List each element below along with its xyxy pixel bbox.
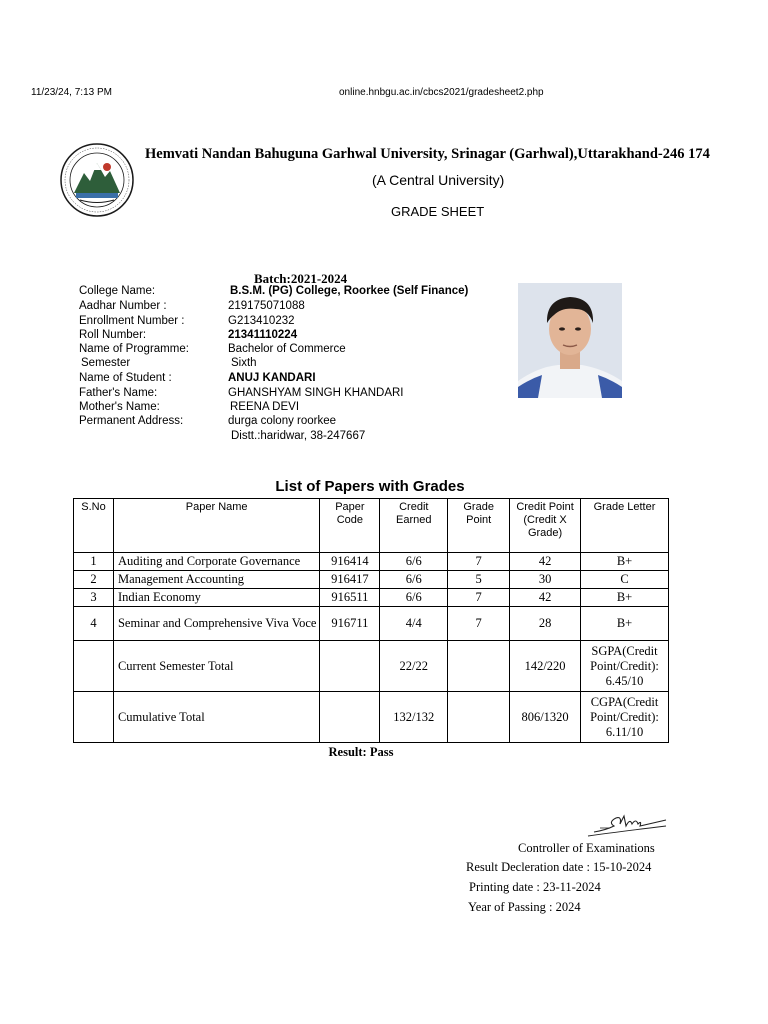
cell-credit-point: 42 <box>510 589 581 607</box>
printing-date: Printing date : 23-11-2024 <box>469 880 601 894</box>
column-header-credit-earned: Credit Earned <box>380 499 448 553</box>
papers-title: List of Papers with Grades <box>275 478 465 495</box>
cell-credit-point: 28 <box>510 607 581 641</box>
cell-paper-name: Auditing and Corporate Governance <box>113 553 319 571</box>
info-label: College Name: <box>79 285 156 297</box>
info-label: Permanent Address: <box>79 415 184 427</box>
cell-grade-letter: B+ <box>581 589 669 607</box>
cell-grade-letter: B+ <box>581 607 669 641</box>
controller-signature <box>586 810 668 840</box>
info-label: Roll Number: <box>79 329 147 341</box>
cell-paper-code: 916414 <box>320 553 380 571</box>
cell-sno <box>74 641 114 692</box>
print-url: online.hnbgu.ac.in/cbcs2021/gradesheet2.php <box>339 87 544 98</box>
result-declaration-date: Result Decleration date : 15-10-2024 <box>466 860 652 874</box>
cell-paper-code <box>320 641 380 692</box>
student-photo <box>518 283 622 398</box>
cell-paper-code: 916711 <box>320 607 380 641</box>
cell-sno: 3 <box>74 589 114 607</box>
cell-credit-point: 806/1320 <box>510 692 581 743</box>
university-logo <box>60 143 134 217</box>
cell-credit-earned: 22/22 <box>380 641 448 692</box>
info-value: Distt.:haridwar, 38-247667 <box>231 430 366 442</box>
info-value: G213410232 <box>228 315 295 327</box>
cell-sno <box>74 692 114 743</box>
cumulative-total-row <box>74 692 669 743</box>
table-row <box>74 607 669 641</box>
info-value: ANUJ KANDARI <box>228 372 316 384</box>
column-header-sno: S.No <box>74 499 114 553</box>
table-row <box>74 553 669 571</box>
cell-grade-point: 5 <box>448 571 510 589</box>
info-label: Father's Name: <box>79 387 158 399</box>
cell-grade-letter: B+ <box>581 553 669 571</box>
cell-paper-code <box>320 692 380 743</box>
cell-grade-point: 7 <box>448 607 510 641</box>
cell-credit-earned: 4/4 <box>380 607 448 641</box>
info-value: REENA DEVI <box>230 401 300 413</box>
cell-credit-point: 30 <box>510 571 581 589</box>
column-header-credit-point: Credit Point (Credit X Grade) <box>510 499 581 553</box>
column-header-grade-point: Grade Point <box>448 499 510 553</box>
info-value: 21341110224 <box>228 329 298 341</box>
table-row <box>74 571 669 589</box>
info-value: Bachelor of Commerce <box>228 343 346 355</box>
info-value: B.S.M. (PG) College, Roorkee (Self Finance) <box>230 285 469 297</box>
cell-credit-point: 42 <box>510 553 581 571</box>
university-name: Hemvati Nandan Bahuguna Garhwal University, Srinagar (Garhwal),Uttarakhand-246 174 <box>145 146 710 162</box>
info-value: Sixth <box>231 357 257 369</box>
document-title: GRADE SHEET <box>391 204 485 219</box>
cell-total-label: Current Semester Total <box>113 641 319 692</box>
cell-paper-code: 916417 <box>320 571 380 589</box>
cell-paper-name: Seminar and Comprehensive Viva Voce <box>113 607 319 641</box>
grades-table <box>73 498 669 743</box>
university-subtitle: (A Central University) <box>372 172 505 188</box>
table-header-row <box>74 499 669 553</box>
info-label: Semester <box>81 357 131 369</box>
info-label: Enrollment Number : <box>79 315 185 327</box>
cell-paper-name: Indian Economy <box>113 589 319 607</box>
info-label: Name of Programme: <box>79 343 189 355</box>
cell-grade-letter: C <box>581 571 669 589</box>
cell-paper-name: Management Accounting <box>113 571 319 589</box>
semester-total-row <box>74 641 669 692</box>
cell-credit-earned: 6/6 <box>380 553 448 571</box>
controller-of-examinations: Controller of Examinations <box>518 841 655 855</box>
cell-sno: 1 <box>74 553 114 571</box>
cell-grade-point: 7 <box>448 589 510 607</box>
cell-grade-point <box>448 641 510 692</box>
info-value: durga colony roorkee <box>228 415 337 427</box>
column-header-paper-code: Paper Code <box>320 499 380 553</box>
cell-credit-earned: 6/6 <box>380 571 448 589</box>
cell-sgpa: SGPA(Credit Point/Credit): 6.45/10 <box>581 641 669 692</box>
column-header-paper-name: Paper Name <box>113 499 319 553</box>
info-label: Name of Student : <box>79 372 172 384</box>
cell-credit-point: 142/220 <box>510 641 581 692</box>
cell-cgpa: CGPA(Credit Point/Credit): 6.11/10 <box>581 692 669 743</box>
info-label: Aadhar Number : <box>79 300 167 312</box>
batch-label: Batch:2021-2024 <box>254 271 348 286</box>
print-timestamp: 11/23/24, 7:13 PM <box>31 87 112 98</box>
cell-grade-point <box>448 692 510 743</box>
cell-credit-earned: 132/132 <box>380 692 448 743</box>
year-of-passing: Year of Passing : 2024 <box>468 900 581 914</box>
cell-paper-code: 916511 <box>320 589 380 607</box>
cell-sno: 4 <box>74 607 114 641</box>
cell-total-label: Cumulative Total <box>113 692 319 743</box>
table-row <box>74 589 669 607</box>
info-value: GHANSHYAM SINGH KHANDARI <box>228 387 404 399</box>
info-value: 219175071088 <box>228 300 305 312</box>
cell-credit-earned: 6/6 <box>380 589 448 607</box>
cell-grade-point: 7 <box>448 553 510 571</box>
column-header-grade-letter: Grade Letter <box>581 499 669 553</box>
result-status: Result: Pass <box>328 745 394 759</box>
cell-sno: 2 <box>74 571 114 589</box>
info-label: Mother's Name: <box>79 401 160 413</box>
